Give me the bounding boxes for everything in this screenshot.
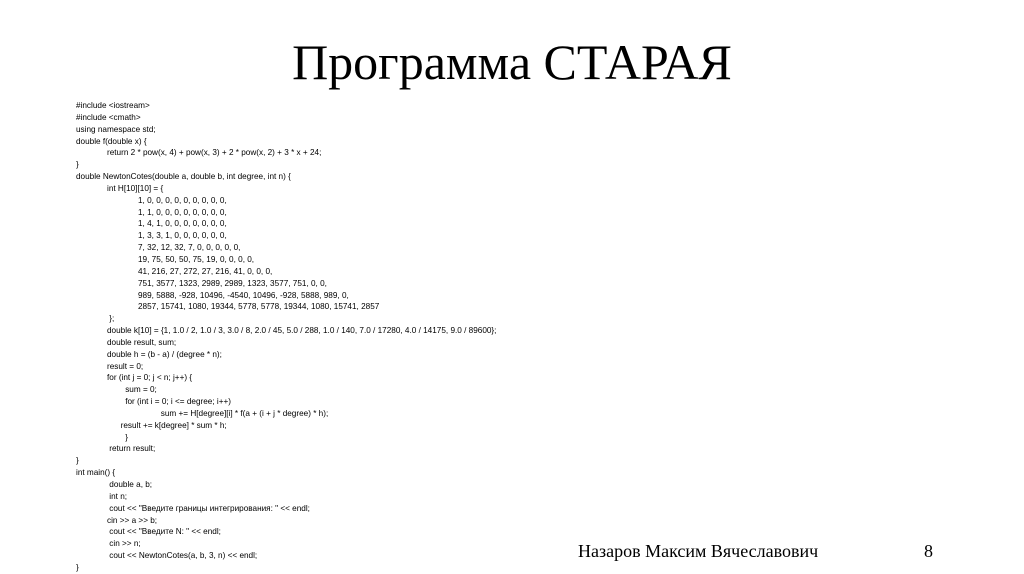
code-line: double k[10] = {1, 1.0 / 2, 1.0 / 3, 3.0 / 8, 2.0 / 45, 5.0 / 288, 1.0 / 140, 7.0 / 17280, 4.0 / 14175, 9.0 / 89600}; bbox=[107, 326, 497, 336]
code-line: }; bbox=[107, 314, 115, 324]
code-line: cout << "Введите N: " << endl; bbox=[107, 527, 221, 537]
code-line: } bbox=[107, 432, 128, 442]
code-line: int H[10][10] = { bbox=[107, 183, 164, 193]
code-line: } bbox=[76, 160, 79, 170]
code-line: #include <iostream> bbox=[76, 101, 150, 110]
code-line: 2857, 15741, 1080, 19344, 5778, 5778, 19344, 1080, 15741, 2857 bbox=[138, 302, 380, 312]
code-line: #include <cmath> bbox=[76, 112, 141, 122]
slide-title: Программа СТАРАЯ bbox=[292, 34, 732, 90]
code-line: using namespace std; bbox=[76, 124, 156, 134]
code-line: double result, sum; bbox=[107, 337, 177, 347]
code-line: 1, 3, 3, 1, 0, 0, 0, 0, 0, 0, bbox=[138, 231, 227, 241]
code-line: return result; bbox=[107, 444, 156, 454]
code-line: cout << NewtonCotes(a, b, 3, n) << endl; bbox=[107, 551, 258, 561]
code-listing bbox=[76, 100, 636, 574]
code-line: double h = (b - a) / (degree * n); bbox=[107, 349, 222, 359]
code-line: int n; bbox=[107, 491, 128, 501]
code-line: 1, 1, 0, 0, 0, 0, 0, 0, 0, 0, bbox=[138, 207, 227, 217]
code-line: cout << "Введите границы интегрирования: " << endl; bbox=[107, 503, 310, 513]
code-line: sum += H[degree][i] * f(a + (i + j * degree) * h); bbox=[138, 408, 329, 418]
code-line: double f(double x) { bbox=[76, 136, 147, 146]
code-line: 1, 0, 0, 0, 0, 0, 0, 0, 0, 0, bbox=[138, 195, 227, 205]
code-line: double a, b; bbox=[107, 480, 153, 489]
code-line: cin >> a >> b; bbox=[107, 515, 158, 525]
code-line: result += k[degree] * sum * h; bbox=[107, 420, 227, 430]
code-line: int main() { bbox=[76, 468, 116, 478]
author-name: Назаров Максим Вячеславович bbox=[578, 541, 819, 561]
code-line: for (int i = 0; i <= degree; i++) bbox=[107, 397, 232, 407]
code-line: 751, 3577, 1323, 2989, 2989, 1323, 3577, 751, 0, 0, bbox=[138, 278, 327, 288]
code-line: 989, 5888, -928, 10496, -4540, 10496, -928, 5888, 989, 0, bbox=[138, 290, 349, 300]
code-line: double NewtonCotes(double a, double b, int degree, int n) { bbox=[76, 172, 291, 182]
code-line: 19, 75, 50, 50, 75, 19, 0, 0, 0, 0, bbox=[138, 254, 255, 264]
code-line: sum = 0; bbox=[107, 385, 157, 395]
code-line: 41, 216, 27, 272, 27, 216, 41, 0, 0, 0, bbox=[138, 266, 273, 276]
code-line: return 2 * pow(x, 4) + pow(x, 3) + 2 * pow(x, 2) + 3 * x + 24; bbox=[107, 148, 322, 158]
code-line: } bbox=[76, 456, 79, 466]
page-number: 8 bbox=[924, 541, 933, 561]
code-line: 1, 4, 1, 0, 0, 0, 0, 0, 0, 0, bbox=[138, 219, 227, 229]
code-line: for (int j = 0; j < n; j++) { bbox=[107, 373, 193, 383]
code-line: cin >> n; bbox=[107, 539, 141, 549]
code-line: 7, 32, 12, 32, 7, 0, 0, 0, 0, 0, bbox=[138, 243, 241, 253]
code-line: result = 0; bbox=[107, 361, 144, 371]
code-line: } bbox=[76, 562, 79, 572]
